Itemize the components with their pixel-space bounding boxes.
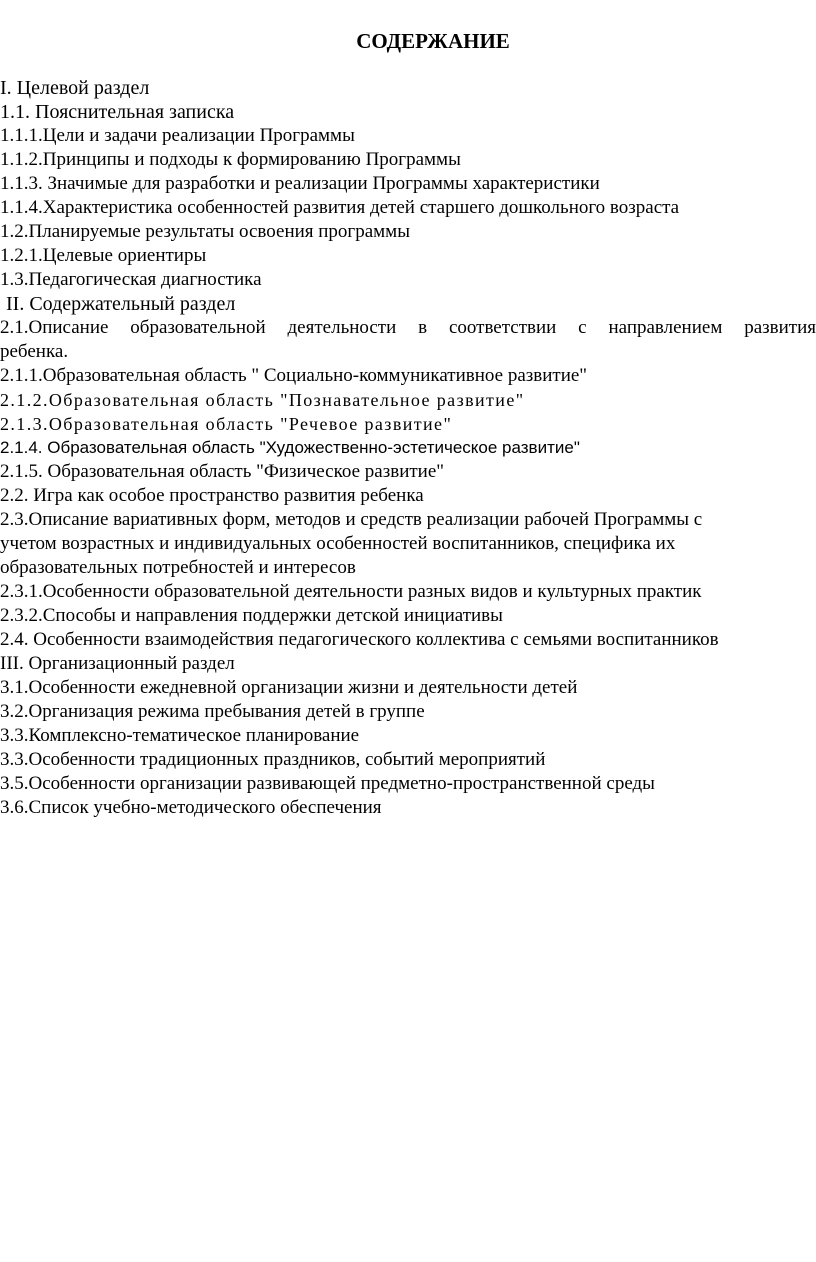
toc-item: 3.1.Особенности ежедневной организации жизни и деятельности детей — [0, 677, 578, 698]
toc-item-continuation: образовательных потребностей и интересов — [0, 557, 356, 578]
toc-item: 2.1.5. Образовательная область "Физическое развитие" — [0, 461, 445, 482]
toc-item: 3.3.Особенности традиционных праздников, событий мероприятий — [0, 749, 546, 770]
toc-item: 2.3.2.Способы и направления поддержки детской инициативы — [0, 605, 503, 626]
toc-item: 2.1.1.Образовательная область " Социально-коммуникативное развитие" — [0, 365, 588, 386]
toc-item: 2.2. Игра как особое пространство развития ребенка — [0, 485, 424, 506]
table-of-contents — [0, 76, 816, 820]
toc-item: 2.4. Особенности взаимодействия педагогического коллектива с семьями воспитанников — [0, 629, 719, 650]
toc-section-heading: II. Содержательный раздел — [6, 293, 236, 315]
toc-item: 1.1.2.Принципы и подходы к формированию Программы — [0, 149, 461, 170]
document-title: СОДЕРЖАНИЕ — [356, 29, 510, 53]
toc-item: 2.1.2.Образовательная область "Познавательное развитие" — [0, 390, 525, 410]
toc-item: 1.1.4.Характеристика особенностей развития детей старшего дошкольного возраста — [0, 197, 680, 218]
toc-item: 2.3.1.Особенности образовательной деятельности разных видов и культурных практик — [0, 581, 702, 602]
toc-item: 1.1.3. Значимые для разработки и реализации Программы характеристики — [0, 173, 600, 194]
toc-item: 3.5.Особенности организации развивающей предметно-пространственной среды — [0, 773, 655, 794]
toc-item: 2.3.Описание вариативных форм, методов и средств реализации рабочей Программы с — [0, 509, 703, 530]
toc-item: 1.2.Планируемые результаты освоения программы — [0, 221, 410, 242]
toc-item: 1.1. Пояснительная записка — [0, 101, 235, 123]
toc-item: 3.3.Комплексно-тематическое планирование — [0, 725, 360, 746]
toc-item-continuation: ребенка. — [0, 341, 69, 362]
toc-item: 1.2.1.Целевые ориентиры — [0, 245, 207, 266]
toc-item: 2.1.4. Образовательная область "Художественно-эстетическое развитие" — [0, 438, 580, 457]
toc-section-heading: III. Организационный раздел — [0, 653, 235, 674]
toc-item: 3.2.Организация режима пребывания детей в группе — [0, 701, 425, 722]
toc-item: 1.3.Педагогическая диагностика — [0, 269, 262, 290]
toc-item-continuation: учетом возрастных и индивидуальных особенностей воспитанников, специфика их — [0, 533, 676, 554]
toc-item: 2.1.3.Образовательная область "Речевое развитие" — [0, 414, 453, 434]
toc-item: 3.6.Список учебно-методического обеспечения — [0, 797, 382, 818]
toc-item: 2.1.Описание образовательной деятельности в соответствии с направлением развития — [0, 317, 816, 338]
toc-item: 1.1.1.Цели и задачи реализации Программы — [0, 125, 355, 146]
toc-section-heading: I. Целевой раздел — [0, 77, 150, 99]
